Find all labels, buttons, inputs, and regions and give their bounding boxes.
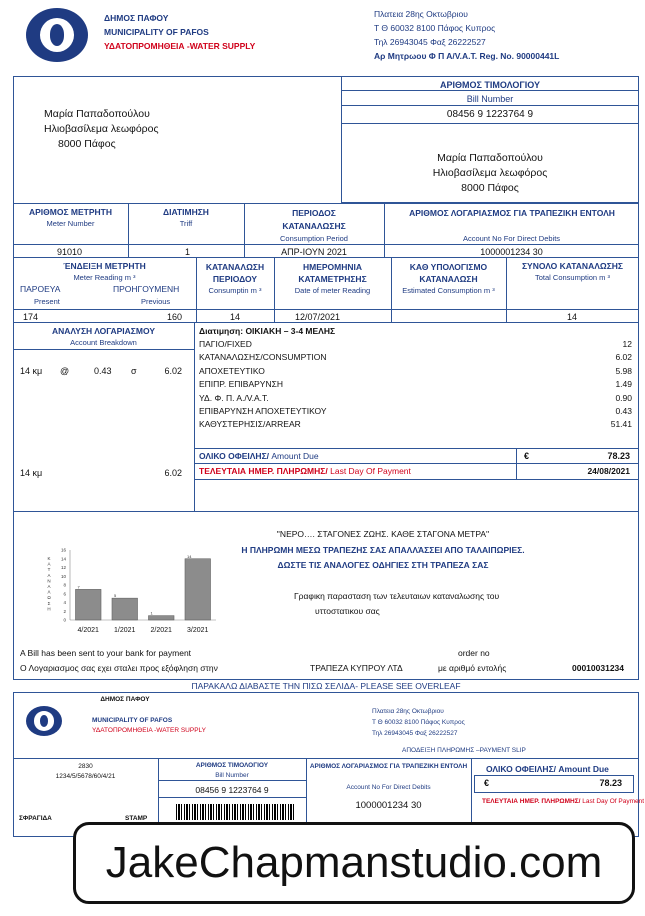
chart-y-label-letter: Ν — [47, 578, 51, 584]
message-line-2: Η ΠΛΗΡΩΜΗ ΜΕΣΩ ΤΡΑΠΕΖΗΣ ΣΑΣ ΑΠΑΛΛΆΣΣΕΙ ΑΠΟ ΤΑΛΑΙΠΩΡΙΕΣ. — [241, 545, 525, 555]
chart-data-label: 5 — [113, 593, 117, 599]
breakdown-sigma: σ — [131, 366, 137, 376]
breakdown-label-en: Account Breakdown — [70, 338, 137, 347]
present-label: ΠΑΡΟΕΥΑ — [20, 284, 61, 294]
tariff-label: ΔΙΑΤΙΜΗΣΗ — [163, 207, 209, 217]
bill-number-label: ΑΡΙΘΜΟΣ ΤΙΜΟΛΟΓΙΟΥ — [439, 80, 541, 90]
period-consumption-label: ΚΑΤΑΝΑΛΩΣΗ ΠΕΡΙΟΔΟΥ — [205, 262, 265, 284]
reading-date-label: ΗΜΕΡΟΜΗΝΙΑ ΚΑΤΑΜΕΤΡΗΣΗΣ — [298, 262, 367, 284]
chart-y-label-letter: Α — [47, 572, 51, 578]
order-label: με αριθμό εντολής — [438, 663, 507, 673]
period-consumption-label-en: Consumptin m ³ — [208, 286, 262, 295]
customer-street: Ηλιοβασίλεμα λεωφόρος — [44, 123, 159, 135]
reading-date-value: 12/07/2021 — [295, 312, 341, 322]
amount-due-label: ΟΛΙΚΟ ΟΦΕΙΛΗΣ/ Amount Due — [199, 451, 319, 461]
last-day-label: ΤΕΛΕΥΤΑΙΑ ΗΜΕΡ. ΠΛΗΡΩΜΗΣ/ Last Day Of Payment — [199, 466, 411, 476]
direct-debit-account-label: ΑΡΙΘΜΟΣ ΛΟΓΑΡΙΑΣΜΟΣ ΓΙΑ ΤΡΑΠΕΖΙΚΗ ΕΝΤΟΛΗ — [409, 208, 615, 218]
charge-value: 51.41 — [610, 419, 632, 430]
period-value: ΑΠΡ-ΙΟΥΝ 2021 — [281, 247, 347, 257]
chart-bar — [148, 616, 174, 620]
chart-bar — [75, 589, 101, 620]
chart-y-label-letter: Σ — [47, 600, 51, 606]
direct-debit-account-value: 1000001234 30 — [480, 247, 543, 257]
estimated-consumption-label: ΚΑΘ ΥΠΟΛΟΓΙΣΜΟ ΚΑΤΑΝΑΛΩΣΗ — [409, 262, 488, 284]
charge-value: 12 — [622, 339, 632, 349]
last-day-value: 24/08/2021 — [587, 466, 630, 476]
charge-value: 5.98 — [615, 365, 632, 376]
bill-customer-street: Ηλιοβασίλεμα λεωφόρος — [432, 167, 548, 179]
chart-x-tick-label: 1/2021 — [114, 627, 136, 634]
amount-due-currency: € — [524, 451, 530, 461]
slip-dimos: ΔΗΜΟΣ ΠΑΦΟΥ — [100, 696, 150, 703]
slip-seal-label: ΣΦΡΑΓΙΔΑ — [19, 815, 52, 822]
message-line-3: ΔΩΣΤΕ ΤΙΣ ΑΝΑΛΟΓΕΣ ΟΔΗΓΙΕΣ ΣΤΗ ΤΡΑΠΕΖΑ ΣΑΣ — [277, 560, 489, 570]
breakdown-qty-2: 14 κμ — [20, 468, 43, 478]
slip-bill-value: 08456 9 1223764 9 — [195, 785, 269, 795]
total-consumption-label-en: Total Consumption m ³ — [534, 273, 611, 282]
chart-bar — [112, 598, 138, 620]
chart-y-tick-label: 8 — [63, 582, 66, 588]
present-value: 174 — [23, 312, 39, 322]
slip-account-label: ΑΡΙΘΜΟΣ ΛΟΓΑΡΙΑΣΜΟΣ ΓΙΑ ΤΡΑΠΕΖΙΚΗ ΕΝΤΟΛΗ — [309, 763, 468, 770]
bill-customer-name: Μαρία Παπαδοπούλου — [437, 152, 543, 164]
chart-y-label-letter: Τ — [47, 567, 51, 573]
previous-value: 160 — [166, 312, 182, 322]
chart-x-tick-label: 3/2021 — [187, 627, 209, 634]
graph-caption-2: υττοστατικου σας — [315, 606, 380, 616]
slip-address2: Τ Θ 60032 8100 Πάφος Κυπρος — [372, 719, 465, 726]
slip-address1: Πλατεια 28ης Οκτωβριου — [372, 708, 444, 715]
header-municipality: MUNICIPALITY OF PAFOS — [104, 27, 209, 37]
tariff-value: 1 — [184, 247, 190, 257]
header-dimos: ΔΗΜΟΣ ΠΑΦΟΥ — [104, 13, 169, 23]
chart-y-tick-label: 12 — [60, 565, 66, 570]
period-label: ΠΕΡΙΟΔΟΣ ΚΑΤΑΝΑΛΩΣΗΣ — [282, 208, 346, 231]
header-address2: Τ Θ 60032 8100 Πάφος Κυπρος — [374, 23, 496, 33]
charge-label: ΚΑΤΑΝΑΛΩΣΗΣ/CONSUMPTION — [199, 352, 327, 363]
chart-y-tick-label: 6 — [63, 591, 66, 597]
slip-stamp-label: STAMP — [125, 815, 148, 822]
charge-label: ΥΔ. Φ. Π. Α./V.A.T. — [199, 392, 269, 403]
chart-y-tick-label: 2 — [63, 608, 66, 614]
charge-label: ΕΠΙΒΑΡΥΝΣΗ ΑΠΟΧΕΤΕΥΤΙΚΟΥ — [199, 406, 327, 416]
bank-sent-gr: Ο Λογαριασμος σας εχει σταλει προς εξόφληση στην — [20, 663, 218, 673]
tariff-label-en: Triff — [179, 219, 193, 228]
chart-y-label-letter: Α — [47, 561, 51, 567]
header-address1: Πλατεια 28ης Οκτωβριου — [374, 9, 468, 19]
direct-debit-account-label-en: Account No For Direct Debits — [462, 234, 561, 243]
chart-y-label-letter: Κ — [47, 556, 51, 561]
slip-amount-due-currency: € — [484, 778, 490, 788]
watermark-text: JakeChapmanstudio.com — [105, 838, 603, 887]
meter-reading-label: ΈΝΔΕΙΞΗ ΜΕΤΡΗΤΗ — [63, 261, 146, 271]
order-value: 00010031234 — [572, 663, 625, 673]
charge-label: ΠΑΓΙΟ/FIXED — [199, 339, 252, 349]
present-label-en: Present — [34, 297, 60, 306]
customer-city: 8000 Πάφος — [58, 138, 116, 150]
previous-label-en: Previous — [141, 297, 171, 306]
chart-data-label: 1 — [150, 610, 153, 616]
estimated-consumption-label-en: Estimated Consumption m ³ — [402, 286, 495, 295]
breakdown-amount: 6.02 — [164, 366, 182, 376]
chart-y-label-letter: Ω — [47, 595, 51, 601]
customer-name: Μαρία Παπαδοπούλου — [44, 108, 150, 120]
chart-bar — [185, 559, 211, 620]
message-line-1: ''ΝΕΡΟ…. ΣΤΑΓΟΝΕΣ ΖΩΗΣ. ΚΑΘΕ ΣΤΑΓΟΝΑ ΜΕΤΡΑ'' — [276, 529, 490, 539]
overleaf-note: ΠΑΡΑΚΑΛΩ ΔΙΑΒΑΣΤΕ ΤΗΝ ΠΙΣΩ ΣΕΛΙΔΑ- PLEASE SEE OVERLEAF — [191, 681, 461, 691]
charge-value: 1.49 — [615, 379, 632, 390]
slip-municipality: MUNICIPALITY OF PAFOS — [92, 717, 173, 724]
bank-sent-en: A Bill has been sent to your bank for payment — [20, 648, 192, 658]
slip-last-day-label: ΤΕΛΕΥΤΑΙΑ ΗΜΕΡ. ΠΛΗΡΩΜΗΣ/ Last Day Of Payment — [482, 798, 645, 805]
breakdown-label: ΑΝΑΛΥΣΗ ΛΟΓΑΡΙΑΣΜΟΥ — [51, 326, 156, 336]
slip-bill-label-en: Bill Number — [215, 772, 249, 779]
breakdown-rate: 0.43 — [94, 366, 112, 376]
header-water-supply: ΥΔΑΤΟΠΡΟΜΗΘΕΙΑ -WATER SUPPLY — [104, 41, 256, 51]
bank-name: ΤΡΑΠΕΖΑ ΚΥΠΡΟΥ ΛΤΔ — [310, 663, 403, 673]
breakdown-amount-2: 6.02 — [164, 468, 182, 478]
chart-y-tick-label: 4 — [63, 600, 66, 605]
amount-due-value: 78.23 — [607, 451, 630, 461]
charge-label: ΚΑΘΥΣΤΕΡΗΣΙΣ/ARREAR — [199, 419, 301, 430]
chart-y-tick-label: 16 — [60, 547, 66, 553]
charge-value: 0.43 — [615, 406, 632, 416]
bill-customer-city: 8000 Πάφος — [461, 182, 519, 194]
chart-y-label-letter: Η — [47, 606, 51, 612]
slip-account-value: 1000001234 30 — [355, 800, 422, 811]
slip-barcode — [176, 804, 296, 820]
tariff-title: Διατιμηση: ΟΙΚΙΑΚΗ – 3-4 ΜΕΛΗΣ — [199, 326, 336, 336]
slip-account-label-en: Account No For Direct Debits — [346, 784, 431, 791]
total-consumption-label: ΣΥΝΟΛΟ ΚΑΤΑΝΑΛΩΣΗΣ — [521, 261, 624, 271]
period-label-en: Consumption Period — [280, 234, 348, 243]
chart-y-label-letter: Α — [47, 584, 51, 589]
total-consumption-value: 14 — [567, 312, 578, 322]
meter-number-label-en: Meter Number — [46, 219, 95, 228]
bill-number-value: 08456 9 1223764 9 — [446, 109, 534, 120]
period-consumption-value: 14 — [230, 312, 241, 322]
charge-label: ΑΠΟΧΕΤΕΥΤΙΚΟ — [199, 365, 265, 376]
meter-number-value: 91010 — [57, 247, 83, 257]
slip-receipt-label: ΑΠΟΔΕΙΞΗ ΠΛΗΡΩΜΗΣ –PAYMENT SLIP — [402, 747, 526, 754]
chart-x-tick-label: 2/2021 — [150, 627, 172, 634]
meter-number-label: ΑΡΙΘΜΟΣ ΜΕΤΡΗΤΗ — [28, 207, 113, 217]
slip-amount-due-label: ΟΛΙΚΟ ΟΦΕΙΛΗΣ/ Amount Due — [486, 764, 609, 774]
previous-label: ΠΡΟΗΓΟΥΜΕΝΗ — [113, 284, 180, 294]
slip-code-1: 2830 — [78, 763, 93, 770]
order-no-label: order no — [458, 648, 490, 658]
chart-y-tick-label: 0 — [63, 617, 66, 623]
chart-data-label: 14 — [186, 553, 192, 559]
breakdown-qty: 14 κμ — [20, 366, 43, 376]
chart-x-tick-label: 4/2021 — [77, 627, 99, 634]
bill-number-label-en: Bill Number — [466, 94, 514, 104]
slip-phone: Τηλ 26943045 Φαξ 26222527 — [372, 730, 458, 737]
chart-y-tick-label: 10 — [60, 573, 66, 579]
charge-label: ΕΠΙΠΡ. ΕΠΙΒΑΡΥΝΣΗ — [199, 379, 283, 390]
chart-data-label: 7 — [77, 584, 80, 590]
breakdown-at: @ — [60, 366, 70, 376]
header-vat-reg: Αρ Μητρωου Φ Π Α/V.A.T. Reg. No. 90000441L — [374, 51, 560, 61]
reading-date-label-en: Date of meter Reading — [294, 286, 371, 295]
slip-amount-due-value: 78.23 — [599, 778, 622, 788]
header-phone: Τηλ 26943045 Φαξ 26222527 — [374, 37, 486, 47]
meter-reading-label-en: Meter Reading m ³ — [73, 273, 136, 282]
chart-y-label-letter: Λ — [47, 589, 51, 595]
charge-value: 0.90 — [615, 392, 632, 403]
charge-value: 6.02 — [615, 352, 632, 363]
slip-water-supply: ΥΔΑΤΟΠΡΟΜΗΘΕΙΑ -WATER SUPPLY — [92, 727, 207, 734]
consumption-chart — [40, 546, 220, 638]
watermark-box — [73, 822, 635, 904]
chart-y-tick-label: 14 — [60, 556, 66, 562]
slip-code-2: 1234/5/5678/60/4/21 — [55, 773, 116, 780]
graph-caption-1: Γραφικη παρασταση των τελευταιων καταναλωσης του — [294, 591, 500, 601]
slip-bill-label: ΑΡΙΘΜΟΣ ΤΙΜΟΛΟΓΙΟΥ — [195, 762, 269, 769]
